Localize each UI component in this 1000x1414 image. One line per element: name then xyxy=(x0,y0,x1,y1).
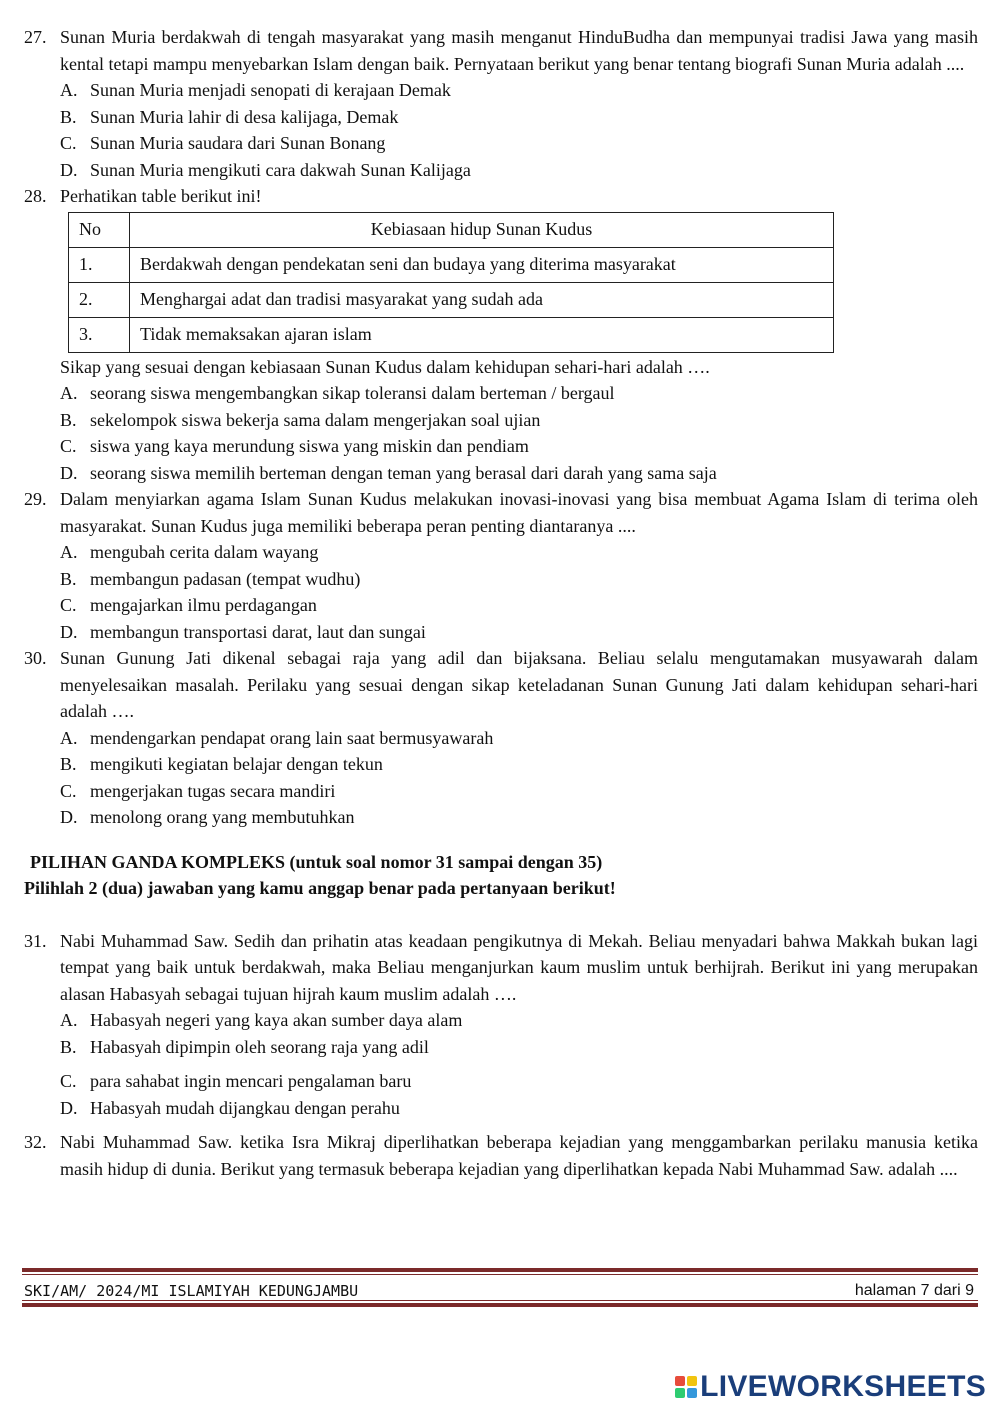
option-d[interactable] xyxy=(60,1095,978,1122)
option-d[interactable] xyxy=(60,619,978,646)
question-text: Sikap yang sesuai dengan kebiasaan Sunan Kudus dalam kehidupan sehari-hari adalah …. xyxy=(60,356,710,377)
question-number: 30. xyxy=(24,648,47,668)
option-d[interactable] xyxy=(60,460,978,487)
option-letter: A. xyxy=(60,1010,78,1030)
table-cell-habit: Tidak memaksakan ajaran islam xyxy=(130,317,834,352)
option-letter: A. xyxy=(60,383,78,403)
question-number: 29. xyxy=(24,489,47,509)
option-text: membangun transportasi darat, laut dan sungai xyxy=(90,621,426,642)
worksheet-page xyxy=(24,24,978,1182)
logo-text: LIVEWORKSHEETS xyxy=(700,1370,986,1403)
option-b[interactable] xyxy=(60,407,978,434)
table-row xyxy=(69,247,834,282)
section-instruction: Pilihlah 2 (dua) jawaban yang kamu anggap benar pada pertanyaan berikut! xyxy=(24,878,616,898)
footer-bottom-rule xyxy=(22,1300,978,1307)
option-letter: C. xyxy=(60,780,77,801)
option-text: sekelompok siswa bekerja sama dalam mengerjakan soal ujian xyxy=(90,409,541,430)
question-text: Dalam menyiarkan agama Islam Sunan Kudus melakukan inovasi-inovasi yang bisa membuat Agama Islam di terima oleh masyarakat. Sunan Kudus juga memiliki beberapa peran penting diantaranya .... xyxy=(60,489,978,536)
option-d[interactable] xyxy=(60,804,978,831)
question-30 xyxy=(24,645,978,831)
question-number: 28. xyxy=(24,186,47,206)
option-letter: C. xyxy=(60,1071,77,1091)
question-text: Nabi Muhammad Saw. Sedih dan prihatin atas keadaan pengikutnya di Mekah. Beliau menyadari bahwa Makkah bukan lagi tempat yang baik untuk berdakwah, maka Beliau menganjurkan kaum muslim untuk berhijrah. Berikut ini yang merupakan alasan Habasyah sebagai tujuan hijrah kaum muslim adalah …. xyxy=(60,930,978,1004)
question-32 xyxy=(24,1129,978,1182)
table-row xyxy=(69,282,834,317)
liveworksheets-logo[interactable] xyxy=(675,1370,986,1403)
option-text: siswa yang kaya merundung siswa yang miskin dan pendiam xyxy=(90,436,529,456)
option-text: para sahabat ingin mencari pengalaman baru xyxy=(90,1071,412,1091)
option-c[interactable] xyxy=(60,1068,978,1095)
option-letter: D. xyxy=(60,159,78,180)
question-text: Sunan Muria berdakwah di tengah masyarakat yang masih menganut HinduBudha dan mempunyai tradisi Jawa yang masih kental tetapi mampu menyebarkan Islam dengan baik. Pernyataan berikut yang benar tentang biografi Sunan Muria adalah .... xyxy=(60,27,978,74)
option-letter: B. xyxy=(60,409,77,430)
option-letter: D. xyxy=(60,621,78,642)
question-number: 32. xyxy=(24,1132,47,1152)
option-text: Sunan Muria saudara dari Sunan Bonang xyxy=(90,133,386,153)
question-text: Nabi Muhammad Saw. ketika Isra Mikraj diperlihatkan beberapa kejadian yang menggambarkan perilaku manusia ketika masih hidup di dunia. Berikut yang termasuk beberapa kejadian yang diperlihatkan kepada Nabi Muhammad Saw. adalah .... xyxy=(60,1132,978,1179)
logo-square-green xyxy=(675,1388,685,1398)
table-cell-no: 1. xyxy=(69,247,130,282)
option-c[interactable] xyxy=(60,130,978,157)
option-text: Habasyah dipimpin oleh seorang raja yang adil xyxy=(90,1036,429,1057)
option-text: mengikuti kegiatan belajar dengan tekun xyxy=(90,754,383,774)
option-text: membangun padasan (tempat wudhu) xyxy=(90,568,361,589)
logo-square-yellow xyxy=(687,1376,697,1386)
option-letter: D. xyxy=(60,807,78,827)
footer-page-number: halaman 7 dari 9 xyxy=(854,1282,974,1299)
option-letter: A. xyxy=(60,542,78,562)
option-a[interactable] xyxy=(60,1007,978,1034)
table-header-no: No xyxy=(69,212,130,247)
option-b[interactable] xyxy=(60,751,978,778)
option-c[interactable] xyxy=(60,592,978,619)
question-intro: Perhatikan table berikut ini! xyxy=(60,186,262,206)
option-text: mengajarkan ilmu perdagangan xyxy=(90,595,317,615)
table-header-habit: Kebiasaan hidup Sunan Kudus xyxy=(130,212,834,247)
question-number: 31. xyxy=(24,930,47,951)
logo-square-blue xyxy=(687,1388,697,1398)
option-letter: C. xyxy=(60,133,77,153)
habits-table xyxy=(68,212,834,353)
option-letter: D. xyxy=(60,462,78,483)
option-text: Habasyah negeri yang kaya akan sumber daya alam xyxy=(90,1010,463,1030)
table-cell-no: 2. xyxy=(69,282,130,317)
option-a[interactable] xyxy=(60,725,978,752)
option-text: Habasyah mudah dijangkau dengan perahu xyxy=(90,1097,400,1118)
option-letter: A. xyxy=(60,80,78,100)
question-31 xyxy=(24,928,978,1122)
table-row xyxy=(69,317,834,352)
table-cell-habit: Menghargai adat dan tradisi masyarakat yang sudah ada xyxy=(130,282,834,317)
option-text: mendengarkan pendapat orang lain saat bermusyawarah xyxy=(90,727,494,748)
footer-top-rule xyxy=(22,1268,978,1275)
table-header-row xyxy=(69,212,834,247)
option-letter: B. xyxy=(60,754,77,774)
question-number: 27. xyxy=(24,27,47,47)
table-cell-no: 3. xyxy=(69,317,130,352)
question-29 xyxy=(24,486,978,645)
question-text: Sunan Gunung Jati dikenal sebagai raja yang adil dan bijaksana. Beliau selalu mengutamakan musyawarah dalam menyelesaikan masalah. Perilaku yang sesuai dengan sikap keteladanan Sunan Gunung Jati dalam kehidupan sehari-hari adalah …. xyxy=(60,648,978,721)
option-text: seorang siswa memilih berteman dengan teman yang berasal dari darah yang sama saja xyxy=(90,462,717,483)
table-cell-habit: Berdakwah dengan pendekatan seni dan budaya yang diterima masyarakat xyxy=(130,247,834,282)
option-letter: B. xyxy=(60,1036,77,1057)
option-b[interactable] xyxy=(60,566,978,593)
option-text: mengerjakan tugas secara mandiri xyxy=(90,780,336,801)
option-b[interactable] xyxy=(60,1034,978,1061)
option-a[interactable] xyxy=(60,539,978,566)
option-letter: C. xyxy=(60,436,77,456)
footer-document-code: SKI/AM/ 2024/MI ISLAMIYAH KEDUNGJAMBU xyxy=(24,1282,359,1300)
liveworksheets-logo-icon xyxy=(675,1376,697,1398)
option-letter: C. xyxy=(60,595,77,615)
option-a[interactable] xyxy=(60,77,978,104)
option-text: menolong orang yang membutuhkan xyxy=(90,807,355,827)
option-c[interactable] xyxy=(60,433,978,460)
option-text: mengubah cerita dalam wayang xyxy=(90,542,319,562)
option-letter: B. xyxy=(60,568,77,589)
option-text: Sunan Muria lahir di desa kalijaga, Demak xyxy=(90,106,399,127)
option-b[interactable] xyxy=(60,104,978,131)
option-a[interactable] xyxy=(60,380,978,407)
section-title: PILIHAN GANDA KOMPLEKS (untuk soal nomor 31 sampai dengan 35) xyxy=(30,851,603,872)
option-c[interactable] xyxy=(60,778,978,805)
option-letter: A. xyxy=(60,727,78,748)
option-letter: D. xyxy=(60,1097,78,1118)
option-text: Sunan Muria menjadi senopati di kerajaan Demak xyxy=(90,80,451,100)
option-d[interactable] xyxy=(60,157,978,184)
question-27 xyxy=(24,24,978,183)
option-text: seorang siswa mengembangkan sikap toleransi dalam berteman / bergaul xyxy=(90,383,615,403)
question-28 xyxy=(24,183,978,486)
option-text: Sunan Muria mengikuti cara dakwah Sunan Kalijaga xyxy=(90,159,471,180)
logo-square-red xyxy=(675,1376,685,1386)
option-letter: B. xyxy=(60,106,77,127)
